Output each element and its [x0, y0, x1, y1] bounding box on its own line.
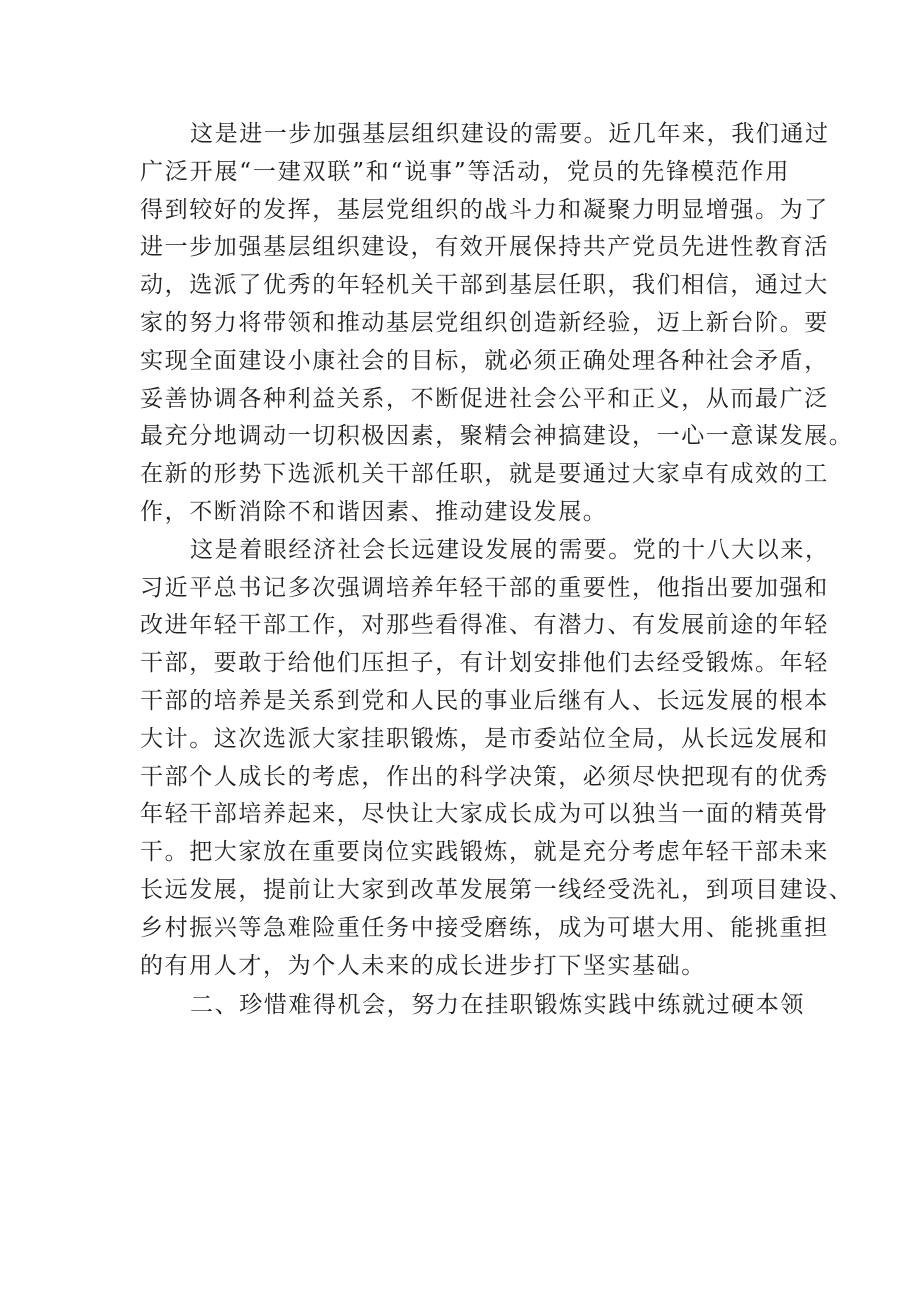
section-heading: 二、珍惜难得机会，努力在挂职锻炼实践中练就过硬本领 [190, 992, 805, 1019]
paragraph-2 [140, 532, 854, 986]
paragraph-line: 干部个人成长的考虑，作出的科学决策，必须尽快把现有的优秀 [140, 763, 829, 790]
paragraph-line: 最充分地调动一切积极因素，聚精会神搞建设，一心一意谋发展。 [140, 423, 854, 450]
paragraph-line: 的有用人才，为个人未来的成长进步打下坚实基础。 [140, 952, 706, 979]
paragraph-line: 大计。这次选派大家挂职锻炼，是市委站位全局，从长远发展和 [140, 725, 829, 752]
paragraph-1 [140, 116, 854, 532]
paragraph-line: 这是进一步加强基层组织建设的需要。近几年来，我们通过 [190, 121, 830, 147]
paragraph-line: 干部的培养是关系到党和人民的事业后继有人、长远发展的根本 [140, 687, 829, 714]
paragraph-line: 干。把大家放在重要岗位实践锻炼，就是充分考虑年轻干部未来 [140, 839, 829, 866]
document-body [140, 116, 854, 1025]
paragraph-line: 实现全面建设小康社会的目标，就必须正确处理各种社会矛盾， [140, 347, 829, 374]
paragraph-line: 进一步加强基层组织建设，有效开展保持共产党员先进性教育活 [140, 234, 829, 261]
paragraph-line: 习近平总书记多次强调培养年轻干部的重要性，他指出要加强和 [140, 574, 829, 601]
paragraph-line: 年轻干部培养起来，尽快让大家成长成为可以独当一面的精英骨 [140, 801, 829, 828]
paragraph-line: 妥善协调各种利益关系，不断促进社会公平和正义，从而最广泛 [140, 385, 829, 412]
paragraph-line: 作，不断消除不和谐因素、推动建设发展。 [140, 498, 608, 525]
paragraph-line: 这是着眼经济社会长远建设发展的需要。党的十八大以来， [190, 536, 830, 563]
paragraph-line: 动，选派了优秀的年轻机关干部到基层任职，我们相信，通过大 [140, 272, 829, 299]
paragraph-line: 长远发展，提前让大家到改革发展第一线经受洗礼，到项目建设、 [140, 876, 854, 903]
paragraph-line: 乡村振兴等急难险重任务中接受磨练，成为可堪大用、能挑重担 [140, 914, 829, 941]
paragraph-line: 在新的形势下选派机关干部任职，就是要通过大家卓有成效的工 [140, 461, 829, 488]
paragraph-line: 改进年轻干部工作，对那些看得准、有潜力、有发展前途的年轻 [140, 612, 829, 639]
paragraph-line: 得到较好的发挥，基层党组织的战斗力和凝聚力明显增强。为了 [140, 196, 829, 223]
paragraph-line: 干部，要敢于给他们压担子，有计划安排他们去经受锻炼。年轻 [140, 650, 829, 677]
paragraph-line: 广泛开展“一建双联”和“说事”等活动，党员的先锋模范作用 [140, 158, 790, 185]
paragraph-line: 家的努力将带领和推动基层党组织创造新经验，迈上新台阶。要 [140, 309, 829, 336]
